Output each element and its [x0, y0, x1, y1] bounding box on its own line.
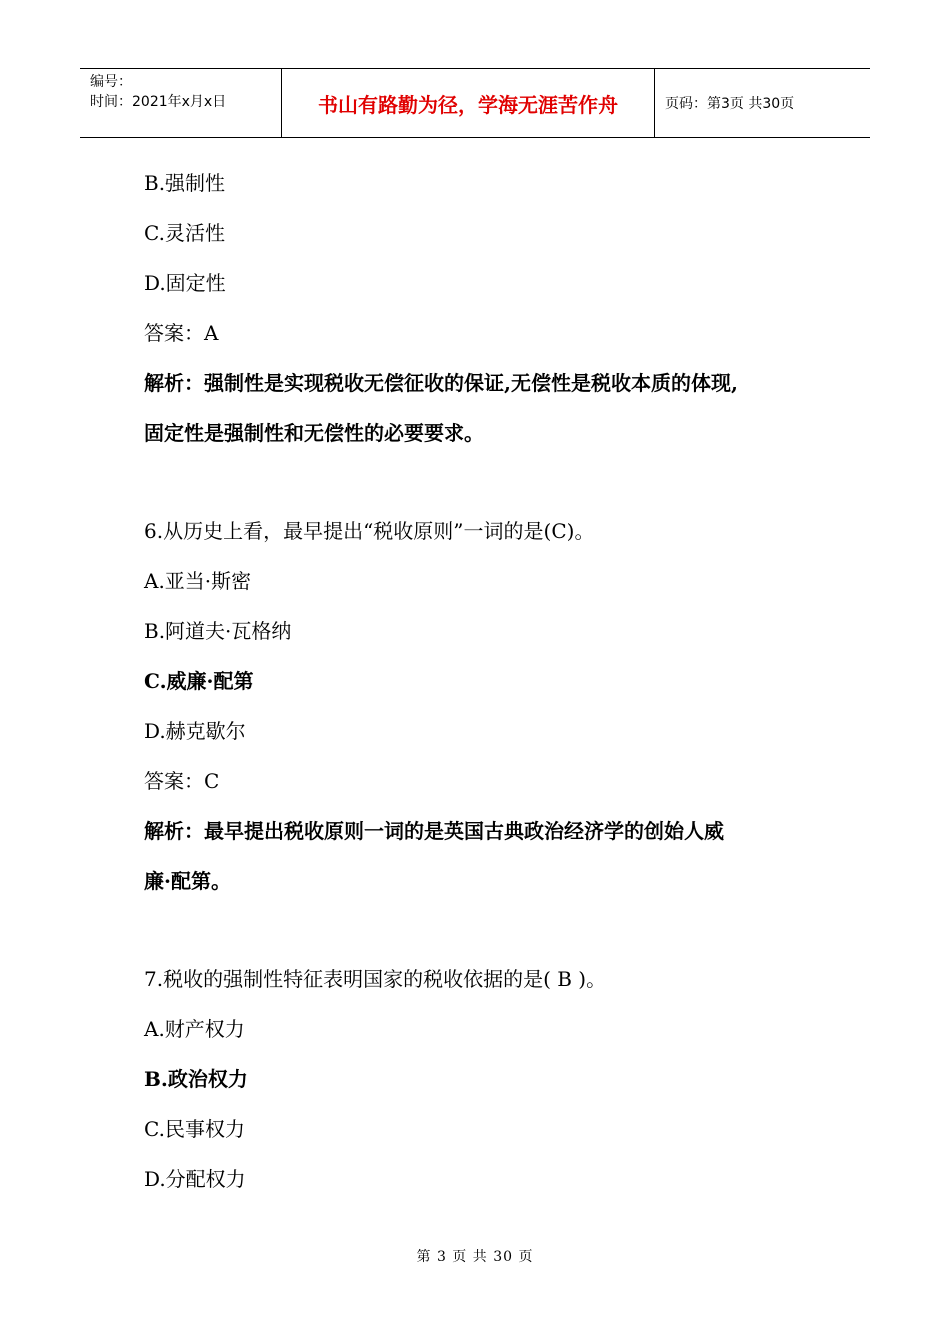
text-line: D.固定性 [144, 271, 226, 295]
paragraph-gap [144, 906, 824, 954]
text-line: 解析：强制性是实现税收无偿征收的保证,无偿性是税收本质的体现, [144, 371, 738, 395]
text-line: C.灵活性 [144, 221, 225, 245]
text-line: D.赫克歇尔 [144, 719, 246, 743]
text-line: C.民事权力 [144, 1117, 245, 1141]
text-line: 固定性是强制性和无偿性的必要要求。 [144, 421, 484, 445]
page-footer: 第 3 页 共 30 页 [416, 1249, 534, 1265]
page-header [80, 68, 870, 138]
text-line: 7.税收的强制性特征表明国家的税收依据的是( B )。 [144, 967, 607, 991]
code-label: 编号： [90, 74, 132, 90]
text-line: B.政治权力 [144, 1067, 248, 1091]
header-page-info: 页码：第3页 共30页 [665, 96, 795, 112]
header-meta [80, 69, 282, 137]
text-line: D.分配权力 [144, 1167, 246, 1191]
document-body [144, 158, 824, 1204]
text-line: 廉·配第。 [144, 869, 231, 893]
text-line: 答案：C [144, 769, 220, 793]
text-line: 答案：A [144, 321, 219, 345]
text-line: C.威廉·配第 [144, 669, 254, 693]
text-line: 6.从历史上看，最早提出“税收原则”一词的是(C)。 [144, 519, 595, 543]
text-line: A.亚当·斯密 [144, 569, 252, 593]
header-motto-cell [282, 69, 655, 137]
text-line: 解析：最早提出税收原则一词的是英国古典政治经济学的创始人威 [144, 819, 724, 843]
text-line: B.阿道夫·瓦格纳 [144, 619, 292, 643]
header-motto: 书山有路勤为径，学海无涯苦作舟 [318, 92, 618, 117]
paragraph-gap [144, 458, 824, 506]
text-line: A.财产权力 [144, 1017, 245, 1041]
text-line: B.强制性 [144, 171, 226, 195]
date-label: 时间：2021年x月x日 [90, 94, 227, 110]
